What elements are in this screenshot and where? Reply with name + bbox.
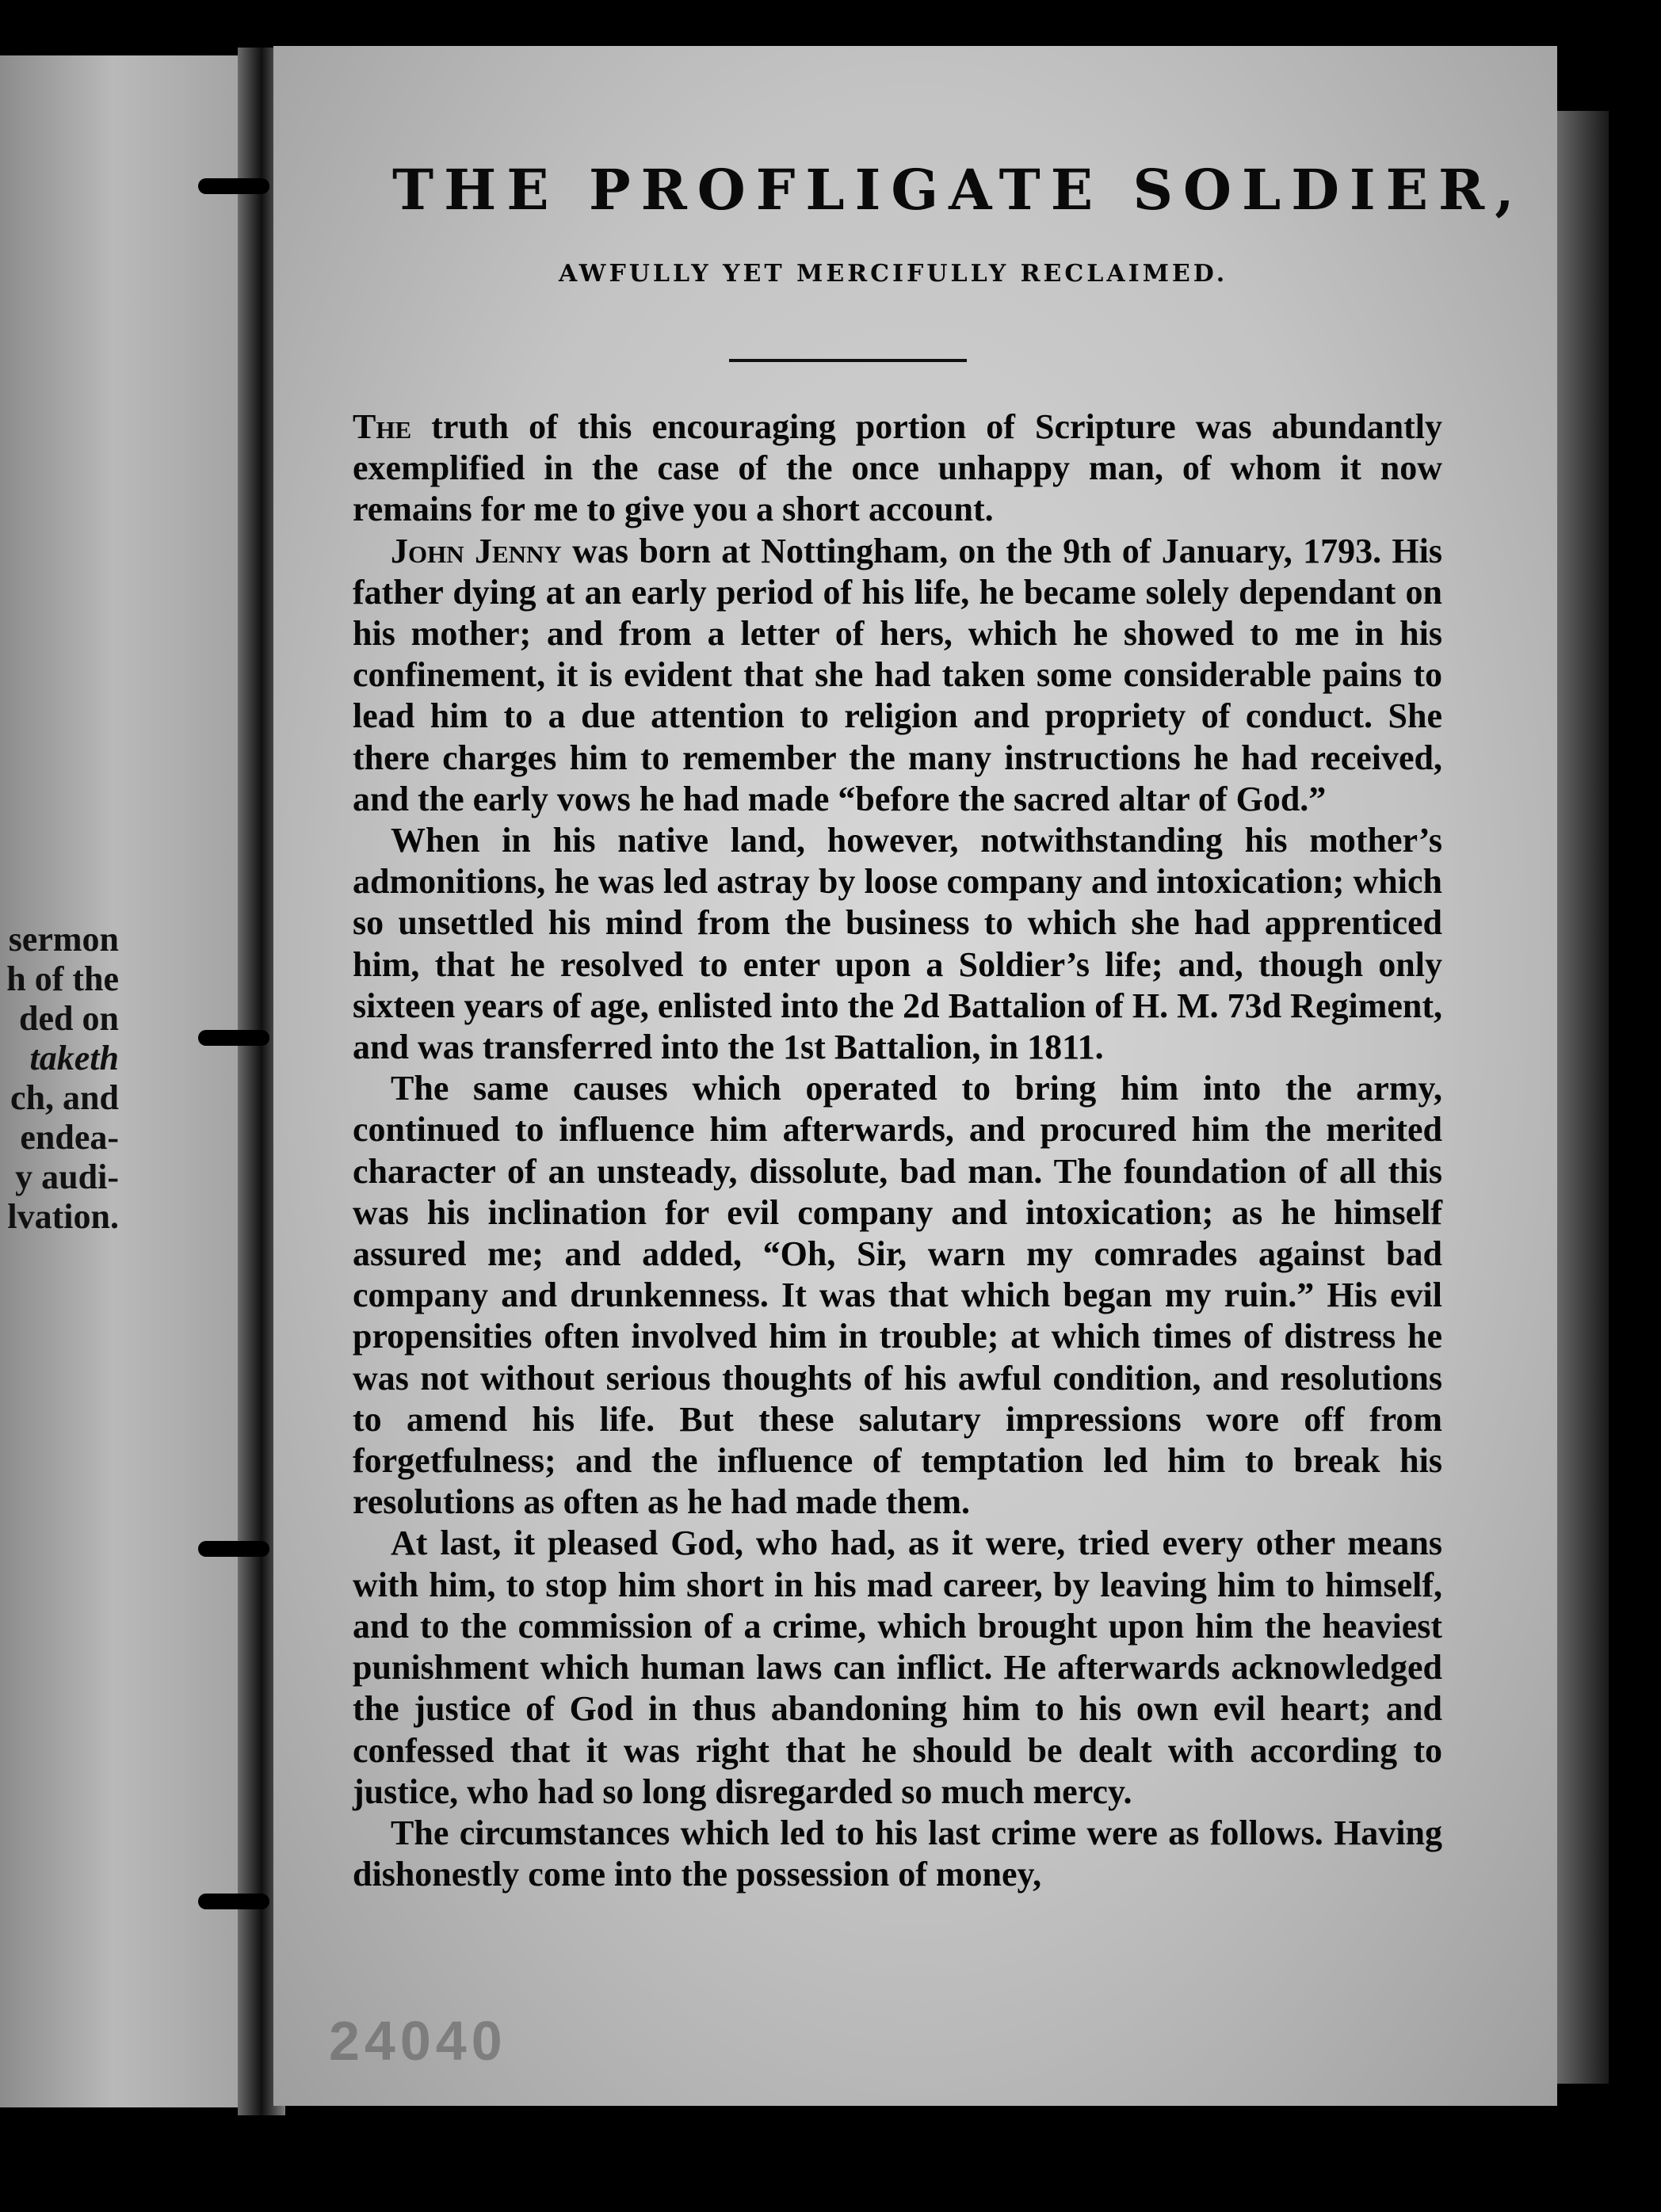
paragraph-text: The circumstances which led to his last crime were as follows. Having dishonestly come into the possession of money, [353,1813,1442,1894]
paragraph-text: At last, it pleased God, who had, as it were, tried every other means with him, to stop him short in his mad career, by leaving him to himself, and to the commission of a crime, which brought upon him the heaviest punishment which human laws can inflict. He afterwards acknowledged the justice of God in thus abandoning him to his own evil heart; and confessed that it was right that he should be dealt with according to justice, who had so long disregarded so much mercy. [353,1524,1442,1811]
facing-page-fragment: ch, and [10,1078,119,1117]
facing-page-fragment: h of the [6,959,119,998]
facing-page-fragment: taketh [29,1039,119,1077]
paragraph [353,406,1442,531]
facing-page-fragment: ded on [19,999,119,1038]
paragraph-text: The same causes which operated to bring him into the army, continued to influence him afterwards, and procured him the merited character of an unsteady, dissolute, bad man. The foundation of all this was his inclination for evil company and intoxication; as he himself assured me; and added, “Oh, Sir, warn my comrades against bad company and drunkenness. It was that which began my ruin.” His evil propensities often involved him in trouble; at which times of distress he was not without serious thoughts of his awful condition, and resolutions to amend his life. But these salutary impressions wore off from forgetfulness; and the influence of temptation led him to break his resolutions as often as he had made them. [353,1069,1442,1522]
document-page [273,46,1557,2106]
document-subtitle: AWFULLY YET MERCIFULLY RECLAIMED. [559,260,1228,288]
paragraph-lead: John Jenny [391,531,562,570]
facing-page-fragment: lvation. [7,1197,119,1236]
facing-page [0,55,254,2107]
facing-page-fragment: sermon [8,920,119,959]
paragraph-text: truth of this encouraging portion of Scripture was abundantly exemplified in the case of the once unhappy man, of whom it now remains for me to give you a short account. [353,407,1442,529]
paragraph [353,820,1442,1068]
ink-stamp: 24040 [329,2010,507,2072]
paragraph [353,1523,1442,1812]
paragraph-text: When in his native land, however, notwithstanding his mother’s admonitions, he was led astray by loose company and intoxication; which so unsettled his mind from the business to which she had apprenticed him, that he resolved to enter upon a Soldier’s life; and, though only sixteen years of age, enlisted into the 2d Battalion of H. M. 73d Regiment, and was transferred into the 1st Battalion, in 1811. [353,821,1442,1067]
title-rule [729,359,967,362]
paragraph [353,531,1442,820]
body-text [353,406,1442,1895]
paragraph-text: was born at Nottingham, on the 9th of January, 1793. His father dying at an early period of his life, he became solely dependant on his mother; and from a letter of hers, which he showed to me in his confinement, it is evident that she had taken some considerable pains to lead him to a due attention to religion and propriety of conduct. She there charges him to remember the many instructions he had received, and the early vows he had made “before the sacred altar of God.” [353,531,1442,818]
facing-page-fragment: endea- [20,1118,119,1157]
paragraph [353,1813,1442,1895]
binding-thread [198,1894,269,1909]
paragraph-lead: The [353,407,412,446]
facing-page-fragment: y audi- [15,1157,119,1196]
paragraph [353,1068,1442,1523]
binding-thread [198,178,269,194]
binding-thread [198,1030,269,1046]
binding-thread [198,1541,269,1557]
document-title: THE PROFLIGATE SOLDIER, [392,157,1525,223]
